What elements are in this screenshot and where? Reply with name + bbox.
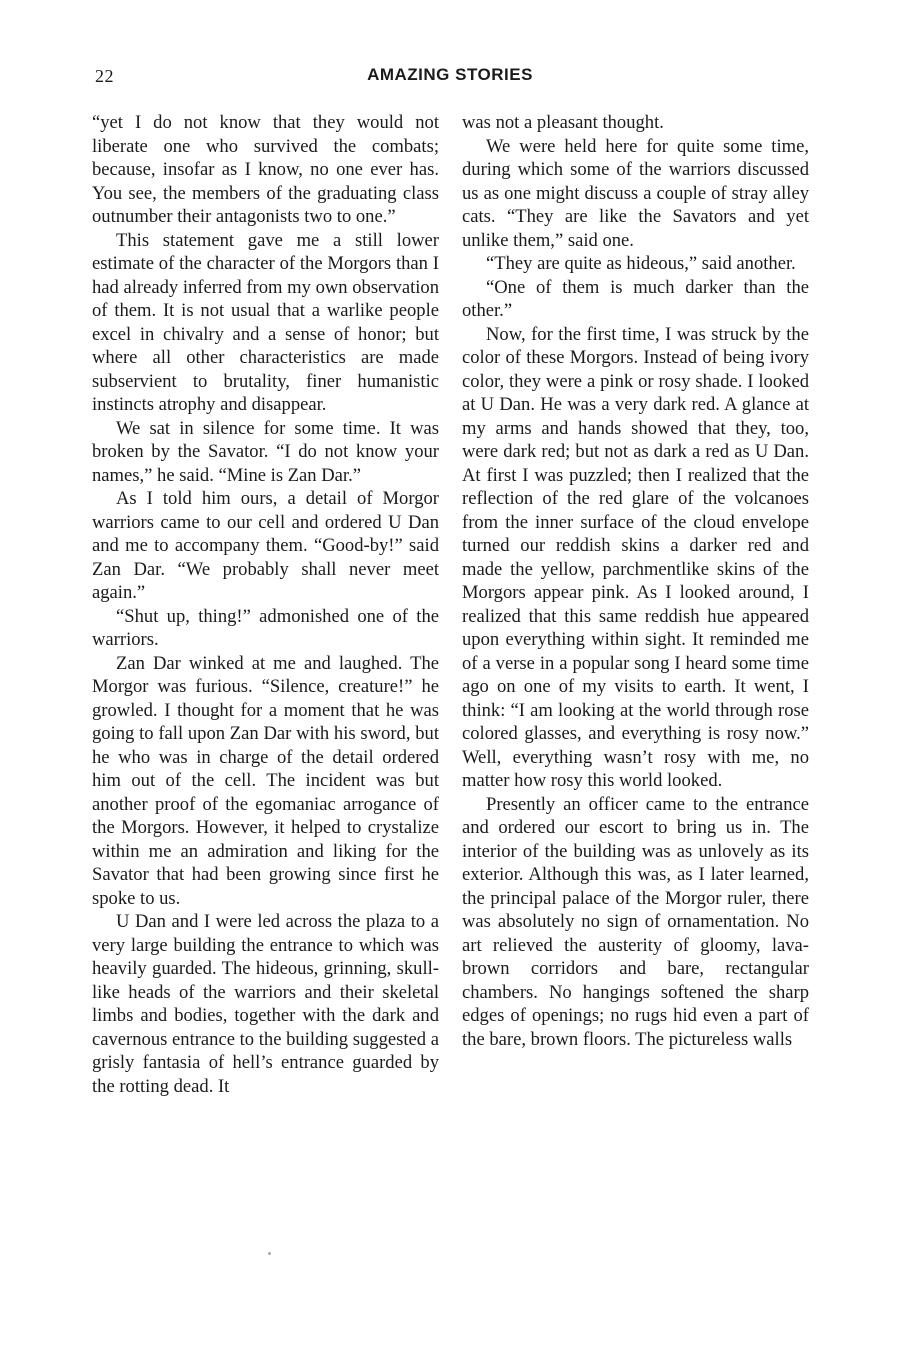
paragraph: Presently an officer came to the entrance and ordered our escort to bring us in. The interior of the building was as unlovely as its exterior. Although this was, as I later learned, the principal palace of the Morgor ruler, there was absolutely no sign of ornamentation. No art relieved the austerity of gloomy, lava-brown corridors and bare, rectangular chambers. No hangings softened the sharp edges of openings; no rugs hid even a part of the bare, brown floors. The pictureless walls xyxy=(462,793,809,1050)
paragraph: We were held here for quite some time, during which some of the warriors discussed us as one might discuss a couple of stray alley cats. “They are like the Savators and yet unlike them,” said one. xyxy=(462,135,809,251)
paragraph: We sat in silence for some time. It was broken by the Savator. “I do not know your names,” he said. “Mine is Zan Dar.” xyxy=(92,417,439,486)
paragraph: “One of them is much darker than the other.” xyxy=(462,276,809,321)
running-head: AMAZING STORIES xyxy=(367,65,533,84)
paragraph: “Shut up, thing!” admonished one of the warriors. xyxy=(92,605,439,650)
right-column xyxy=(462,111,809,1051)
print-speck xyxy=(268,1252,271,1255)
paragraph: As I told him ours, a detail of Morgor warriors came to our cell and ordered U Dan and me to accompany them. “Good-by!” said Zan Dar. “We probably shall never meet again.” xyxy=(92,488,439,603)
paragraph: U Dan and I were led across the plaza to a very large building the entrance to which was heavily guarded. The hideous, grinning, skull-like heads of the warriors and their skeletal limbs and bodies, together with the dark and cavernous entrance to the building suggested a grisly fantasia of hell’s entrance guarded by the rotting dead. It xyxy=(92,911,439,1097)
paragraph: “yet I do not know that they would not liberate one who survived the combats; because, insofar as I know, no one ever has. You see, the members of the graduating class outnumber their antagonists two to one.” xyxy=(92,112,439,227)
paragraph: Zan Dar winked at me and laughed. The Morgor was furious. “Silence, creature!” he growled. I thought for a moment that he was going to fall upon Zan Dar with his sword, but he who was in charge of the detail ordered him out of the cell. The incident was but another proof of the egomaniac arrogance of the Morgors. However, it helped to crystalize within me an admiration and liking for the Savator that had been growing since first he spoke to us. xyxy=(92,652,439,909)
paragraph: Now, for the first time, I was struck by the color of these Morgors. Instead of being ivory color, they were a pink or rosy shade. I looked at U Dan. He was a very dark red. A glance at my arms and hands showed that they, too, were dark red; but not as dark a red as U Dan. At first I was puzzled; then I realized that the reflection of the red glare of the volcanoes from the inner surface of the cloud envelope turned our reddish skins a darker red and made the yellow, parchmentlike skins of the Morgors appear pink. As I looked around, I realized that this same reddish hue appeared upon everything within sight. It reminded me of a verse in a popular song I heard some time ago on one of my visits to earth. It went, I think: “I am looking at the world through rose colored glasses, and everything is rosy now.” Well, everything wasn’t rosy with me, no matter how rosy this world looked. xyxy=(462,323,809,791)
left-column xyxy=(92,111,439,1098)
paragraph: “They are quite as hideous,” said another. xyxy=(486,253,796,274)
paragraph: was not a pleasant thought. xyxy=(462,112,664,133)
paragraph: This statement gave me a still lower estimate of the character of the Morgors than I had already inferred from my own observation of them. It is not usual that a warlike people excel in chivalry and a sense of honor; but where all other characteristics are made subservient to brutality, finer humanistic instincts atrophy and disappear. xyxy=(92,229,439,415)
page-number: 22 xyxy=(95,66,114,86)
